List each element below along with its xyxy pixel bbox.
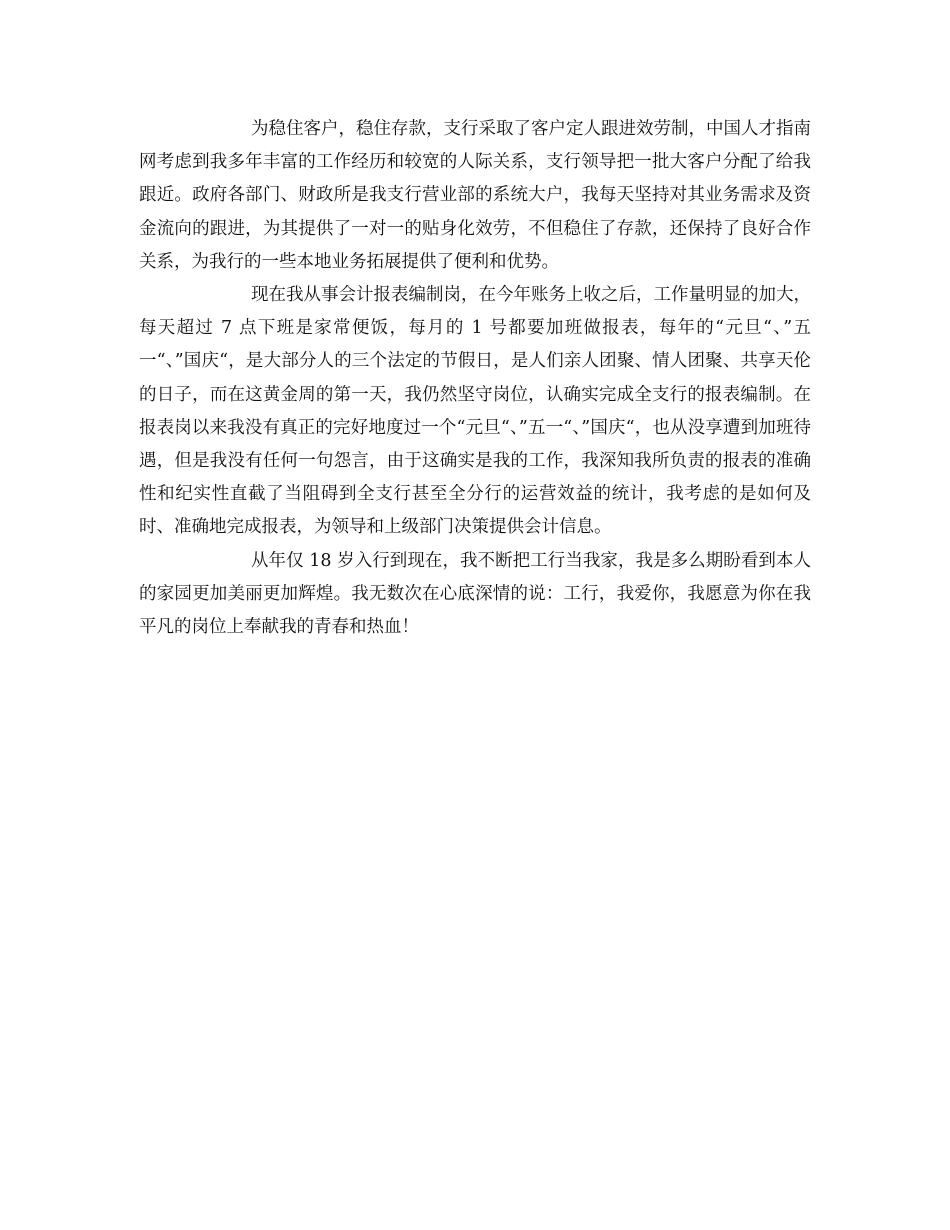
paragraph-dedication: 从年仅 18 岁入行到现在，我不断把工行当我家，我是多么期盼看到本人的家园更加美丽更加辉煌。我无数次在心底深情的说：工行，我爱你，我愿意为你在我平凡的岗位上奉献我的青春和热血！ (139, 550, 811, 638)
paragraph-customer-service: 为稳住客户，稳住存款，支行采取了客户定人跟进效劳制，中国人才指南网考虑到我多年丰富的工作经历和较宽的人际关系，支行领导把一批大客户分配了给我跟近。政府各部门、财政所是我支行营业部的系统大户，我每天坚持对其业务需求及资金流向的跟进，为其提供了一对一的贴身化效劳，不但稳住了存款，还保持了良好合作关系，为我行的一些本地业务拓展提供了便利和优势。 (139, 119, 811, 272)
document-body (139, 113, 811, 644)
paragraph-report-work: 现在我从事会计报表编制岗，在今年账务上收之后，工作量明显的加大，每天超过 7 点下班是家常便饭，每月的 1 号都要加班做报表，每年的“元旦“、”五一“、”国庆“，是大部分人的三个法定的节假日，是人们亲人团聚、情人团聚、共享天伦的日子，而在这黄金周的第一天，我仍然坚守岗位，认确实完成全支行的报表编制。在报表岗以来我没有真正的完好地度过一个“元旦“、”五一“、”国庆“，也从没享遭到加班待遇，但是我没有任何一句怨言，由于这确实是我的工作，我深知我所负责的报表的准确性和纪实性直截了当阻碍到全支行甚至全分行的运营效益的统计，我考虑的是如何及时、准确地完成报表，为领导和上级部门决策提供会计信息。 (139, 285, 811, 538)
